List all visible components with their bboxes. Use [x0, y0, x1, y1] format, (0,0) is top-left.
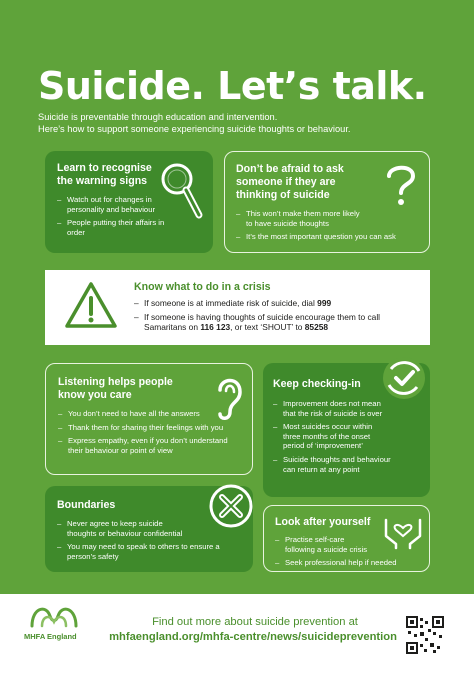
list-item: – It’s the most important question you can ask	[236, 232, 421, 242]
list-item: – Suicide thoughts and behaviour can return at any point	[273, 455, 391, 474]
check-cycle-icon	[381, 355, 427, 401]
card-warning-signs-list	[57, 195, 172, 237]
card-keep-checking-in	[263, 363, 430, 497]
footer	[0, 594, 474, 674]
card-crisis-title: Know what to do in a crisis	[134, 281, 271, 293]
warning-triangle-icon	[63, 280, 119, 330]
crisis-number-shout: 85258	[304, 322, 329, 332]
question-mark-icon	[381, 160, 421, 210]
list-item: – Watch out for changes in personality and behaviour	[57, 195, 172, 214]
card-crisis	[45, 270, 430, 345]
subtitle-line-1: Suicide is preventable through education and intervention.	[38, 112, 278, 122]
list-item: – Never agree to keep suicide thoughts or behaviour confidential	[57, 519, 192, 538]
card-checking-title: Keep checking-in	[273, 378, 361, 390]
card-boundaries	[45, 486, 253, 572]
qr-code-icon[interactable]	[406, 616, 444, 654]
card-look-after-yourself	[263, 505, 430, 572]
card-crisis-list	[134, 298, 419, 333]
card-warning-signs-title: Learn to recognise the warning signs	[57, 162, 152, 187]
crisis-item-1-text: If someone is at immediate risk of suicide, dial	[144, 298, 318, 308]
list-item: – Express empathy, even if you don’t understand their behaviour or point of view	[58, 436, 243, 455]
card-listening	[45, 363, 253, 475]
card-ask-list	[236, 209, 421, 242]
list-item: – Most suicides occur within three months of the onset period of ‘improvement’	[273, 422, 391, 451]
list-item: – This won’t make them more likely to have suicide thoughts	[236, 209, 366, 228]
heart-hands-icon	[382, 510, 424, 550]
card-listening-title: Listening helps people know you care	[58, 376, 173, 401]
card-ask-about-suicide	[224, 151, 430, 253]
list-item	[134, 312, 419, 333]
list-item: – Practise self-care following a suicide crisis	[275, 535, 370, 554]
list-item: – Seek professional help if needed	[275, 558, 425, 568]
list-item: – You may need to speak to others to ensure a person’s safety	[57, 542, 227, 561]
list-item: – People putting their affairs in order	[57, 218, 172, 237]
list-item	[134, 298, 419, 309]
magnifier-icon	[157, 159, 207, 223]
crisis-item-2-mid: , or text ‘SHOUT’ to	[230, 322, 305, 332]
crisis-number-999: 999	[317, 298, 332, 308]
page-subtitle	[38, 111, 438, 135]
card-boundaries-list	[57, 519, 227, 561]
card-boundaries-title: Boundaries	[57, 499, 116, 511]
list-item: – Improvement does not mean that the risk of suicide is over	[273, 399, 391, 418]
crisis-item-2-text: If someone is having thoughts of suicide encourage them to call Samaritans on	[144, 311, 381, 332]
footer-text-line-1: Find out more about suicide prevention at	[152, 616, 358, 628]
card-selfcare-title: Look after yourself	[275, 516, 371, 528]
card-ask-title: Don’t be afraid to ask someone if they are thinking of suicide	[236, 163, 344, 201]
crisis-number-samaritans: 116 123	[200, 322, 231, 332]
list-item: – You don’t need to have all the answers	[58, 409, 243, 419]
subtitle-line-2: Here’s how to support someone experiencing suicide thoughts or behaviour.	[38, 124, 351, 134]
ear-icon	[214, 374, 244, 422]
card-checking-list	[273, 399, 391, 474]
footer-url-link[interactable]: mhfaengland.org/mhfa-centre/news/suicideprevention	[109, 631, 397, 643]
page-title: Suicide. Let’s talk.	[38, 64, 427, 108]
mhfa-logo-text: MHFA England	[24, 632, 77, 641]
list-item: – Thank them for sharing their feelings with you	[58, 423, 243, 433]
card-warning-signs	[45, 151, 213, 253]
cross-circle-icon	[207, 482, 255, 530]
mhfa-logo-icon	[28, 602, 80, 628]
